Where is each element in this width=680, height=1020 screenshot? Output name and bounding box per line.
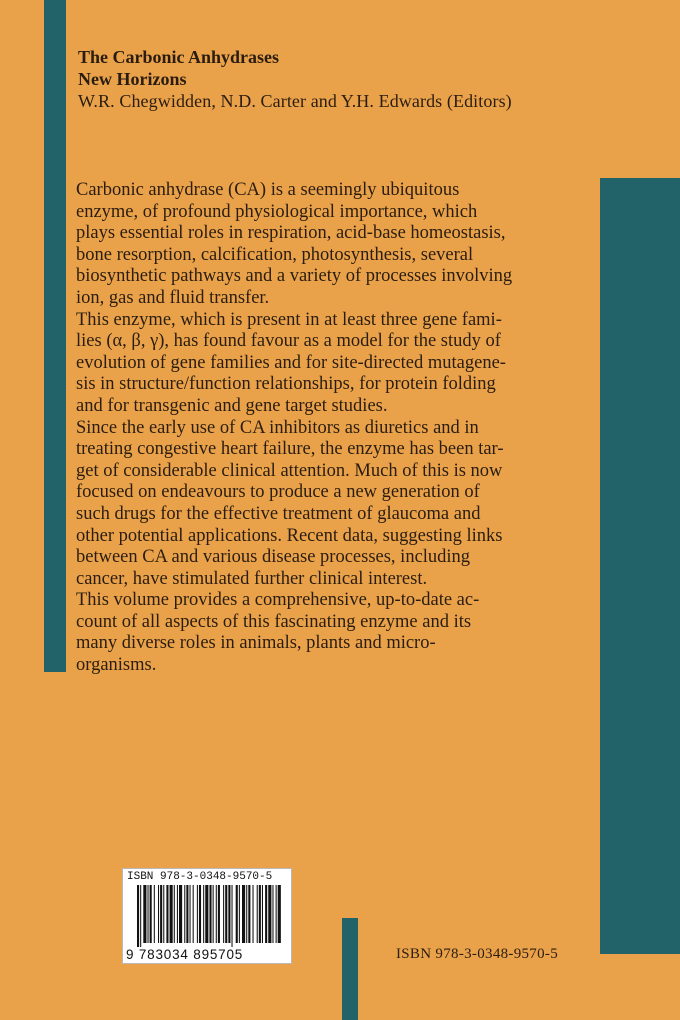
blurb-line: get of considerable clinical attention. Much of this is now xyxy=(76,460,503,481)
barcode-bar xyxy=(179,885,182,943)
right-accent-bar xyxy=(600,178,680,954)
barcode-bar xyxy=(193,885,194,943)
barcode-bar xyxy=(163,885,164,943)
left-accent-bar xyxy=(44,0,66,672)
title-block xyxy=(78,46,638,112)
barcode-digits: 9 783034 895705 xyxy=(126,947,244,962)
barcode-bar xyxy=(276,885,277,943)
blurb-line: many diverse roles in animals, plants and micro- xyxy=(76,633,436,654)
barcode-bar xyxy=(262,885,263,943)
isbn-text: ISBN 978-3-0348-9570-5 xyxy=(396,946,559,962)
blurb-line: such drugs for the effective treatment of glaucoma and xyxy=(76,503,481,524)
barcode-bar xyxy=(174,885,175,943)
book-subtitle: New Horizons xyxy=(78,69,187,89)
barcode-bar xyxy=(137,885,139,947)
barcode-bar xyxy=(218,885,220,943)
barcode-bar xyxy=(203,885,204,943)
barcode-bar xyxy=(248,885,250,943)
barcode-bar xyxy=(186,885,188,943)
barcode-bar xyxy=(205,885,208,943)
blurb-line: biosynthetic pathways and a variety of processes involving xyxy=(76,266,513,287)
barcode-bar xyxy=(199,885,201,943)
blurb-line: cancer, have stimulated further clinical interest. xyxy=(76,568,428,589)
blurb-line: treating congestive heart failure, the enzyme has been tar- xyxy=(76,439,504,460)
barcode-isbn-label: ISBN 978-3-0348-9570-5 xyxy=(127,871,273,883)
barcode-bar xyxy=(259,885,261,943)
barcode-bar xyxy=(216,885,217,943)
barcode-bar xyxy=(265,885,267,943)
barcode-bar xyxy=(150,885,152,943)
blurb-line: other potential applications. Recent data, suggesting links xyxy=(76,525,503,546)
barcode-bar xyxy=(184,885,185,943)
barcode-bar xyxy=(158,885,159,943)
book-title: The Carbonic Anhydrases xyxy=(78,47,280,67)
bottom-accent-bar xyxy=(342,918,358,1020)
barcode-bar xyxy=(213,885,214,943)
barcode-bar xyxy=(177,885,178,943)
blurb-line: organisms. xyxy=(76,655,157,676)
barcode-bar xyxy=(278,885,281,943)
barcode-bar xyxy=(160,885,162,943)
blurb-line: This enzyme, which is present in at least three gene fami- xyxy=(76,309,502,330)
blurb-line: lies (α, β, γ), has found favour as a model for the study of xyxy=(76,331,501,352)
blurb-line: This volume provides a comprehensive, up-to-date ac- xyxy=(76,590,480,611)
barcode-bar xyxy=(209,885,211,943)
barcode-bar xyxy=(154,885,155,943)
barcode-bar xyxy=(166,885,168,943)
barcode-bar xyxy=(197,885,198,943)
blurb-line: ion, gas and fluid transfer. xyxy=(76,287,270,308)
editors-line: W.R. Chegwidden, N.D. Carter and Y.H. Edwards (Editors) xyxy=(78,91,512,111)
barcode-bar xyxy=(246,885,247,943)
barcode-bars xyxy=(123,885,291,947)
barcode-bar xyxy=(225,885,227,943)
blurb-line: bone resorption, calcification, photosynthesis, several xyxy=(76,244,474,265)
barcode xyxy=(122,868,292,964)
blurb-line: sis in structure/function relationships, for protein folding xyxy=(76,374,496,395)
barcode-bar xyxy=(257,885,258,943)
barcode-bar xyxy=(140,885,141,947)
barcode-bar xyxy=(190,885,191,943)
blurb-line: count of all aspects of this fascinating enzyme and its xyxy=(76,611,472,632)
barcode-bar xyxy=(253,885,254,943)
barcode-bar xyxy=(268,885,271,943)
blurb-line: between CA and various disease processes, including xyxy=(76,547,471,568)
barcode-bar xyxy=(239,885,240,943)
blurb-line: Carbonic anhydrase (CA) is a seemingly ubiquitous xyxy=(76,180,460,200)
barcode-bar xyxy=(228,885,230,943)
blurb-line: evolution of gene families and for site-directed mutagene- xyxy=(76,352,506,373)
barcode-bar xyxy=(236,885,238,943)
barcode-bar xyxy=(272,885,273,943)
blurb-line: Since the early use of CA inhibitors as diuretics and in xyxy=(76,417,479,438)
barcode-bar xyxy=(223,885,224,943)
blurb-line: and for transgenic and gene target studies. xyxy=(76,395,388,416)
barcode-bar xyxy=(148,885,149,943)
blurb-line: focused on endeavours to produce a new generation of xyxy=(76,482,480,503)
barcode-bar xyxy=(170,885,173,943)
blurb-text xyxy=(76,180,596,677)
barcode-bar xyxy=(232,885,233,947)
blurb-line: plays essential roles in respiration, acid-base homeostasis, xyxy=(76,223,506,244)
barcode-bar xyxy=(242,885,245,943)
blurb-line: enzyme, of profound physiological importance, which xyxy=(76,201,478,222)
barcode-bar xyxy=(143,885,146,943)
